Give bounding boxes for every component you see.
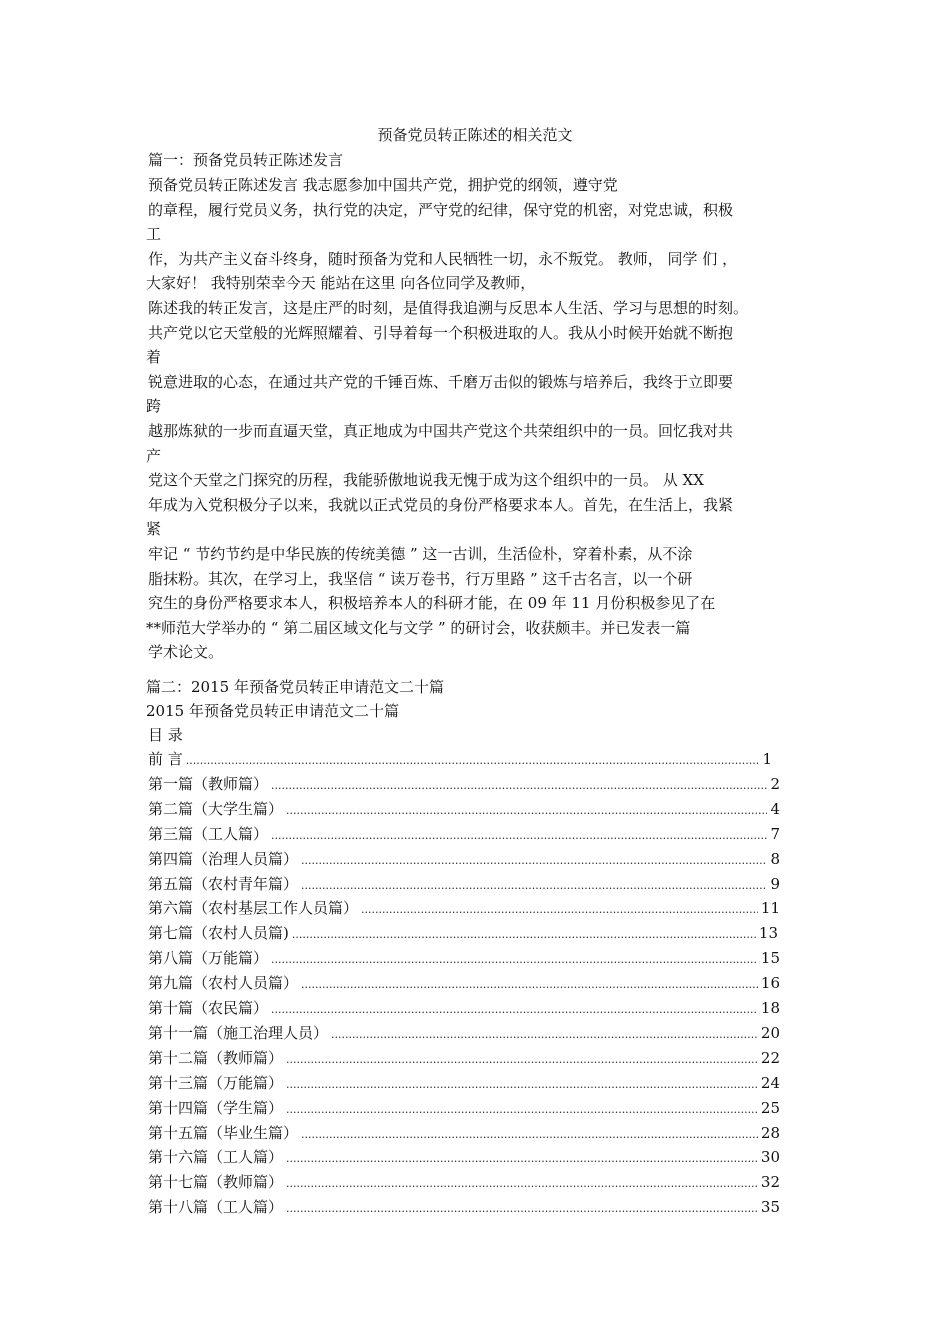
toc-leader-dots bbox=[301, 975, 758, 995]
toc-row bbox=[148, 1023, 780, 1043]
toc-page-number: 25 bbox=[760, 1098, 780, 1117]
toc-label: 第十八篇（工人篇） bbox=[148, 1198, 284, 1217]
toc-leader-dots bbox=[286, 1075, 758, 1095]
toc-row bbox=[148, 749, 772, 769]
toc-page-number: 2 bbox=[770, 774, 780, 793]
toc-row bbox=[148, 973, 780, 993]
toc-leader-dots bbox=[301, 876, 767, 896]
body-line: 产 bbox=[146, 446, 162, 465]
body-line: 究生的身份严格要求本人，积极培养本人的科研才能，在 09 年 11 月份积极参见了在 bbox=[148, 594, 716, 613]
body-line: 大家好！ 我特别荣幸今天 能站在这里 向各位同学及教师， bbox=[146, 274, 536, 293]
toc-leader-dots bbox=[271, 950, 758, 970]
toc-page-number: 9 bbox=[770, 874, 780, 893]
toc-page-number: 8 bbox=[770, 849, 780, 868]
toc-page-number: 4 bbox=[770, 799, 780, 818]
toc-page-number: 35 bbox=[760, 1198, 780, 1217]
toc-label: 第十六篇（工人篇） bbox=[148, 1148, 284, 1167]
body-line: 陈述我的转正发言，这是庄严的时刻，是值得我追溯与反思本人生活、学习与思想的时刻。 bbox=[148, 299, 749, 317]
toc-page-number: 13 bbox=[758, 924, 778, 943]
body-line: 紧 bbox=[146, 520, 162, 539]
part2-subtitle: 2015 年预备党员转正申请范文二十篇 bbox=[146, 702, 399, 720]
body-line: 作，为共产主义奋斗终身，随时预备为党和人民牺牲一切，永不叛党。 教师， 同学 们 ， bbox=[148, 249, 738, 268]
toc-leader-dots bbox=[301, 851, 767, 871]
body-line: 共产党以它天堂般的光辉照耀着、引导着每一个积极进取的人。我从小时候开始就不断抱 bbox=[148, 323, 734, 342]
toc-row bbox=[148, 1197, 780, 1217]
toc-row bbox=[148, 898, 780, 918]
toc-page-number: 7 bbox=[770, 824, 780, 843]
toc-row bbox=[148, 1098, 780, 1118]
toc-label: 第十四篇（学生篇） bbox=[148, 1098, 284, 1117]
toc-leader-dots bbox=[271, 1000, 758, 1020]
toc-row bbox=[148, 998, 780, 1018]
toc-leader-dots bbox=[331, 1025, 758, 1045]
part1-heading: 篇一：预备党员转正陈述发言 bbox=[148, 151, 344, 169]
toc-row bbox=[148, 948, 780, 968]
toc-row bbox=[148, 774, 780, 794]
toc-page-number: 32 bbox=[760, 1173, 780, 1192]
toc-row bbox=[148, 874, 780, 894]
toc-leader-dots bbox=[286, 1100, 758, 1120]
toc-label: 第六篇（农村基层工作人员篇） bbox=[148, 899, 359, 918]
toc-label: 第二篇（大学生篇） bbox=[148, 799, 284, 818]
toc-row bbox=[148, 849, 780, 869]
toc-heading: 目 录 bbox=[148, 726, 183, 744]
part2-heading: 篇二：2015 年预备党员转正申请范文二十篇 bbox=[146, 678, 444, 696]
toc-row bbox=[148, 1172, 780, 1192]
body-line: 越那炼狱的一步而直逼天堂，真正地成为中国共产党这个共荣组织中的一员。回忆我对共 bbox=[148, 422, 734, 440]
toc-label: 第一篇（教师篇） bbox=[148, 774, 269, 793]
toc-leader-dots bbox=[286, 1199, 758, 1219]
toc-row bbox=[148, 1123, 780, 1143]
toc-label: 第八篇（万能篇） bbox=[148, 949, 269, 968]
toc-row bbox=[148, 824, 780, 844]
toc-label: 第十一篇（施工治理人员） bbox=[148, 1023, 329, 1042]
toc-leader-dots bbox=[186, 751, 760, 771]
toc-leader-dots bbox=[301, 1125, 758, 1145]
toc-page-number: 20 bbox=[760, 1023, 780, 1042]
toc-label: 第九篇（农村人员篇） bbox=[148, 974, 299, 993]
body-line: 脂抹粉。其次，在学习上，我坚信 “ 读万卷书，行万里路 ” 这千古名言，以一个研 bbox=[148, 569, 693, 588]
toc-page-number: 1 bbox=[762, 750, 772, 768]
toc-leader-dots bbox=[361, 900, 758, 920]
toc-label: 第十二篇（教师篇） bbox=[148, 1048, 284, 1067]
toc-label: 第四篇（治理人员篇） bbox=[148, 849, 299, 868]
body-line: 的章程，履行党员义务，执行党的决定，严守党的纪律，保守党的机密，对党忠诚，积极 bbox=[148, 200, 734, 219]
toc-label: 第十七篇（教师篇） bbox=[148, 1173, 284, 1192]
toc-leader-dots bbox=[286, 1174, 758, 1194]
toc-page-number: 24 bbox=[760, 1073, 780, 1092]
toc-page-number: 22 bbox=[760, 1048, 780, 1067]
body-line: **师范大学举办的 “ 第二届区域文化与文学 ” 的研讨会，收获颇丰。并已发表一篇 bbox=[146, 618, 691, 637]
toc-page-number: 28 bbox=[760, 1123, 780, 1142]
toc-row bbox=[148, 1073, 780, 1093]
toc-row bbox=[148, 923, 778, 943]
body-line: 牢记 “ 节约节约是中华民族的传统美德 ” 这一古训，生活俭朴，穿着朴素，从不涂 bbox=[148, 545, 693, 563]
toc-leader-dots bbox=[292, 925, 756, 945]
toc-row bbox=[148, 1147, 780, 1167]
toc-label: 第十篇（农民篇） bbox=[148, 999, 269, 1017]
toc-leader-dots bbox=[286, 1149, 758, 1169]
toc-label: 第三篇（工人篇） bbox=[148, 824, 269, 843]
toc-label: 第十五篇（毕业生篇） bbox=[148, 1123, 299, 1142]
toc-leader-dots bbox=[271, 776, 767, 796]
body-line: 着 bbox=[146, 348, 162, 367]
toc-page-number: 11 bbox=[760, 899, 780, 918]
toc-label: 前 言 bbox=[148, 750, 183, 768]
toc-row bbox=[148, 799, 780, 819]
toc-row bbox=[148, 1048, 780, 1068]
toc-label: 第十三篇（万能篇） bbox=[148, 1073, 284, 1092]
toc-leader-dots bbox=[286, 1050, 758, 1070]
toc-page-number: 18 bbox=[760, 999, 780, 1017]
body-line: 学术论文。 bbox=[148, 643, 224, 662]
toc-page-number: 16 bbox=[760, 974, 780, 993]
toc-label: 第五篇（农村青年篇） bbox=[148, 874, 299, 893]
body-line: 锐意进取的心态，在通过共产党的千锤百炼、千磨万击似的锻炼与培养后，我终于立即要 bbox=[148, 372, 734, 391]
toc-page-number: 15 bbox=[760, 949, 780, 968]
toc-leader-dots bbox=[286, 801, 767, 821]
body-line: 年成为入党积极分子以来，我就以正式党员的身份严格要求本人。首先，在生活上，我紧 bbox=[148, 495, 734, 514]
body-line: 预备党员转正陈述发言 我志愿参加中国共产党，拥护党的纲领，遵守党 bbox=[148, 176, 618, 194]
document-title: 预备党员转正陈述的相关范文 bbox=[377, 126, 573, 144]
body-line: 跨 bbox=[146, 397, 162, 416]
body-line: 工 bbox=[146, 225, 162, 244]
toc-label: 第七篇（农村人员篇) bbox=[148, 924, 289, 943]
body-line: 党这个天堂之门探究的历程，我能骄傲地说我无愧于成为这个组织中的一员。 从 XX bbox=[148, 471, 704, 490]
toc-leader-dots bbox=[271, 826, 767, 846]
toc-page-number: 30 bbox=[760, 1148, 780, 1167]
